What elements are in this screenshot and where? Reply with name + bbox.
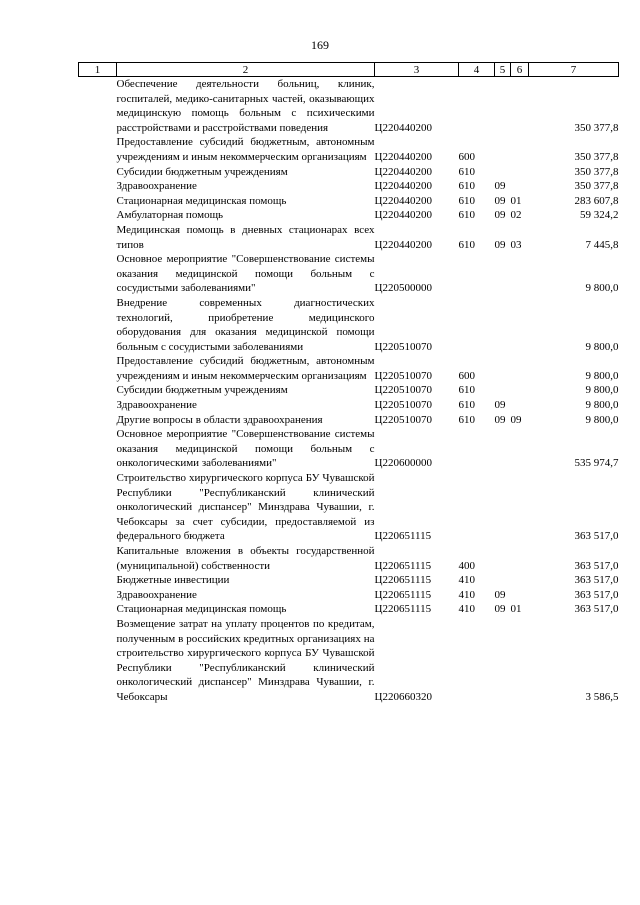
- expense-type-code: 410: [458, 574, 475, 587]
- row-number-cell: [79, 573, 117, 588]
- item-name: Субсидии бюджетным учреждениям: [116, 384, 288, 397]
- header-col-2: 2: [117, 63, 375, 77]
- row-number-cell: [79, 135, 117, 164]
- table-row: [79, 471, 619, 544]
- amount: 363 517,0: [574, 530, 619, 543]
- subsection-code: [511, 573, 529, 588]
- item-name: Капитальные вложения в объекты государственной (муниципальной) собственности: [116, 545, 375, 572]
- item-name: Здравоохранение: [116, 180, 197, 193]
- amount: 350 377,8: [574, 180, 619, 193]
- expense-type-code: [459, 617, 495, 705]
- expense-type-code: 610: [458, 180, 475, 193]
- row-number-cell: [79, 252, 117, 296]
- header-col-6: 6: [511, 63, 529, 77]
- section-code: [495, 427, 511, 471]
- table-row: [79, 252, 619, 296]
- expense-type-code: 610: [458, 238, 475, 251]
- item-name: Амбулаторная помощь: [116, 209, 224, 222]
- subsection-code: [511, 179, 529, 194]
- row-number-cell: [79, 165, 117, 180]
- item-name: Медицинская помощь в дневных стационарах всех типов: [116, 223, 375, 251]
- subsection-code: [511, 383, 529, 398]
- subsection-code: [511, 427, 529, 471]
- subsection-code: [511, 544, 529, 573]
- section-code: [495, 296, 511, 354]
- row-number-cell: [79, 77, 117, 136]
- amount: 9 800,0: [585, 369, 619, 382]
- expense-type-code: 600: [458, 369, 475, 382]
- target-article-code: Ц220600000: [374, 457, 432, 470]
- subsection-code: [511, 77, 529, 136]
- table-row: [79, 602, 619, 617]
- row-number-cell: [79, 208, 117, 223]
- target-article-code: Ц220440200: [374, 165, 432, 178]
- section-code: 09: [494, 180, 506, 193]
- amount: 3 586,5: [585, 690, 619, 703]
- table-row: [79, 588, 619, 603]
- target-article-code: Ц220651115: [374, 559, 432, 572]
- amount: 283 607,8: [574, 194, 619, 207]
- target-article-code: Ц220510070: [374, 413, 432, 426]
- subsection-code: 03: [510, 238, 522, 251]
- section-code: 09: [494, 238, 506, 251]
- subsection-code: [511, 398, 529, 413]
- expense-type-code: 410: [458, 603, 475, 616]
- subsection-code: [511, 296, 529, 354]
- row-number-cell: [79, 398, 117, 413]
- item-name: Обеспечение деятельности больниц, клиник, госпиталей, медико-санитарных частей, оказывающих медицинскую помощь больным с психическими расстройствами и расстройствами поведения: [116, 78, 375, 134]
- target-article-code: Ц220440200: [374, 209, 432, 222]
- subsection-code: 02: [510, 209, 522, 222]
- target-article-code: Ц220440200: [374, 150, 432, 163]
- section-code: 09: [494, 194, 506, 207]
- section-code: 09: [494, 209, 506, 222]
- amount: 363 517,0: [574, 574, 619, 587]
- row-number-cell: [79, 602, 117, 617]
- table-row: [79, 544, 619, 573]
- target-article-code: Ц220510070: [374, 340, 432, 353]
- table-row: [79, 296, 619, 354]
- expense-type-code: 610: [458, 413, 475, 426]
- header-col-4: 4: [459, 63, 495, 77]
- section-code: [495, 573, 511, 588]
- item-name: Здравоохранение: [116, 399, 197, 412]
- target-article-code: Ц220440200: [374, 238, 432, 251]
- page-number: 169: [311, 38, 329, 52]
- expense-type-code: [459, 296, 495, 354]
- table-row: [79, 223, 619, 252]
- target-article-code: Ц220651115: [374, 588, 432, 601]
- expense-type-code: 610: [458, 399, 475, 412]
- expense-type-code: [459, 252, 495, 296]
- row-number-cell: [79, 194, 117, 209]
- budget-table: [78, 62, 619, 705]
- target-article-code: Ц220500000: [374, 282, 432, 295]
- row-number-cell: [79, 413, 117, 428]
- section-code: [495, 617, 511, 705]
- table-row: [79, 383, 619, 398]
- table-row: [79, 165, 619, 180]
- subsection-code: [511, 252, 529, 296]
- item-name: Предоставление субсидий бюджетным, автономным учреждениям и иным некоммерческим организациям: [116, 136, 375, 163]
- section-code: [495, 471, 511, 544]
- section-code: [495, 77, 511, 136]
- row-number-cell: [79, 427, 117, 471]
- section-code: 09: [494, 603, 506, 616]
- target-article-code: Ц220651115: [374, 530, 432, 543]
- subsection-code: [511, 354, 529, 383]
- target-article-code: Ц220440200: [374, 121, 432, 134]
- expense-type-code: 610: [458, 209, 475, 222]
- amount: 350 377,8: [574, 165, 619, 178]
- subsection-code: [511, 165, 529, 180]
- table-row: [79, 179, 619, 194]
- target-article-code: Ц220651115: [374, 574, 432, 587]
- item-name: Возмещение затрат на уплату процентов по кредитам, полученным в российских кредитных организациях на строительство хирургического корпуса БУ Чувашской Республики "Республиканский клинический онкологический диспансер" Минздрава Чувашии, г. Чебоксары: [116, 617, 375, 703]
- header-col-7: 7: [529, 63, 619, 77]
- section-code: 09: [494, 399, 506, 412]
- table-row: [79, 573, 619, 588]
- item-name: Строительство хирургического корпуса БУ Чувашской Республики "Республиканский клинический онкологический диспансер" Минздрава Чувашии, г. Чебоксары за счет субсидии, предоставляемой из федерального бюджета: [116, 472, 375, 543]
- item-name: Бюджетные инвестиции: [116, 574, 230, 587]
- amount: 350 377,8: [574, 150, 619, 163]
- row-number-cell: [79, 471, 117, 544]
- table-row: [79, 398, 619, 413]
- amount: 9 800,0: [585, 282, 619, 295]
- amount: 9 800,0: [585, 340, 619, 353]
- amount: 9 800,0: [585, 384, 619, 397]
- row-number-cell: [79, 617, 117, 705]
- expense-type-code: [459, 427, 495, 471]
- row-number-cell: [79, 296, 117, 354]
- table-row: [79, 77, 619, 136]
- section-code: [495, 354, 511, 383]
- row-number-cell: [79, 588, 117, 603]
- amount: 9 800,0: [585, 413, 619, 426]
- subsection-code: [511, 471, 529, 544]
- item-name: Стационарная медицинская помощь: [116, 194, 287, 207]
- amount: 59 324,2: [580, 209, 619, 222]
- expense-type-code: [459, 471, 495, 544]
- subsection-code: [511, 617, 529, 705]
- section-code: 09: [494, 588, 506, 601]
- amount: 363 517,0: [574, 588, 619, 601]
- target-article-code: Ц220510070: [374, 384, 432, 397]
- expense-type-code: [459, 77, 495, 136]
- table-body: [79, 77, 619, 705]
- table-row: [79, 617, 619, 705]
- section-code: [495, 544, 511, 573]
- section-code: [495, 135, 511, 164]
- table-row: [79, 194, 619, 209]
- section-code: [495, 252, 511, 296]
- expense-type-code: 610: [458, 165, 475, 178]
- table-row: [79, 135, 619, 164]
- table-row: [79, 208, 619, 223]
- item-name: Стационарная медицинская помощь: [116, 603, 287, 616]
- subsection-code: 09: [510, 413, 522, 426]
- row-number-cell: [79, 383, 117, 398]
- item-name: Субсидии бюджетным учреждениям: [116, 165, 288, 178]
- target-article-code: Ц220440200: [374, 194, 432, 207]
- row-number-cell: [79, 223, 117, 252]
- target-article-code: Ц220440200: [374, 180, 432, 193]
- item-name: Основное мероприятие "Совершенствование системы оказания медицинской помощи больным с сосудистыми заболеваниями": [116, 253, 375, 295]
- header-col-3: 3: [375, 63, 459, 77]
- table-row: [79, 354, 619, 383]
- table-row: [79, 413, 619, 428]
- header-row: [79, 63, 619, 77]
- amount: 363 517,0: [574, 603, 619, 616]
- table-row: [79, 427, 619, 471]
- amount: 9 800,0: [585, 399, 619, 412]
- expense-type-code: 400: [458, 559, 475, 572]
- section-code: [495, 383, 511, 398]
- expense-type-code: 610: [458, 194, 475, 207]
- target-article-code: Ц220510070: [374, 399, 432, 412]
- item-name: Внедрение современных диагностических технологий, приобретение медицинского оборудования для оказания медицинской помощи больным с сосудистыми заболеваниями: [116, 296, 375, 353]
- expense-type-code: 610: [458, 384, 475, 397]
- subsection-code: [511, 588, 529, 603]
- target-article-code: Ц220660320: [374, 690, 432, 703]
- item-name: Здравоохранение: [116, 588, 197, 601]
- expense-type-code: 600: [458, 150, 475, 163]
- header-col-1: 1: [79, 63, 117, 77]
- item-name: Другие вопросы в области здравоохранения: [116, 413, 323, 426]
- amount: 7 445,8: [585, 238, 619, 251]
- amount: 535 974,7: [574, 457, 619, 470]
- expense-type-code: 410: [458, 588, 475, 601]
- amount: 363 517,0: [574, 559, 619, 572]
- item-name: Основное мероприятие "Совершенствование системы оказания медицинской помощи больным с онкологическими заболеваниями": [116, 428, 375, 470]
- header-col-5: 5: [495, 63, 511, 77]
- row-number-cell: [79, 354, 117, 383]
- row-number-cell: [79, 544, 117, 573]
- row-number-cell: [79, 179, 117, 194]
- target-article-code: Ц220651115: [374, 603, 432, 616]
- target-article-code: Ц220510070: [374, 369, 432, 382]
- subsection-code: [511, 135, 529, 164]
- item-name: Предоставление субсидий бюджетным, автономным учреждениям и иным некоммерческим организациям: [116, 355, 375, 382]
- subsection-code: 01: [510, 603, 522, 616]
- section-code: [495, 165, 511, 180]
- amount: 350 377,8: [574, 121, 619, 134]
- subsection-code: 01: [510, 194, 522, 207]
- section-code: 09: [494, 413, 506, 426]
